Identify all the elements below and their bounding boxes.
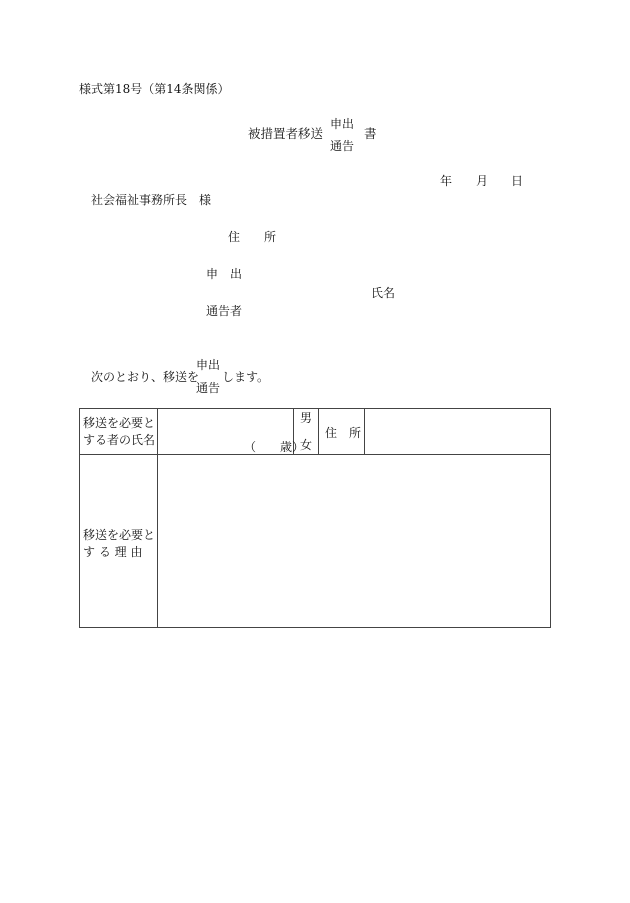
statement-prefix: 次のとおり、移送を bbox=[91, 370, 200, 384]
sex-male: 男 bbox=[300, 411, 313, 425]
date-year-label: 年 bbox=[440, 174, 453, 188]
address-header: 住 所 bbox=[325, 426, 362, 440]
name-label: 氏名 bbox=[371, 286, 396, 300]
address-label: 住 所 bbox=[228, 230, 277, 244]
date-month-label: 月 bbox=[476, 174, 489, 188]
address-input-cell[interactable] bbox=[365, 409, 550, 454]
applicant-role-request: 申 出 bbox=[206, 267, 243, 281]
title-option-request: 申出 bbox=[330, 117, 355, 131]
title-suffix: 書 bbox=[364, 126, 377, 141]
statement-option-request: 申出 bbox=[196, 358, 221, 372]
statement-option-notice: 通告 bbox=[196, 381, 221, 395]
statement-suffix: します。 bbox=[222, 370, 270, 384]
name-header: 移送を必要と する者の氏名 bbox=[83, 416, 156, 448]
reason-header: 移送を必要と す る 理 由 bbox=[83, 528, 156, 560]
form-number: 様式第18号（第14条関係） bbox=[79, 82, 230, 96]
form-title: 被措置者移送 bbox=[248, 126, 324, 141]
date-day-label: 日 bbox=[511, 174, 524, 188]
sex-address-divider bbox=[318, 409, 319, 454]
reason-input-cell[interactable] bbox=[158, 455, 550, 627]
addressee: 社会福祉事務所長 様 bbox=[91, 193, 212, 207]
sex-female: 女 bbox=[300, 438, 313, 452]
title-option-notice: 通告 bbox=[330, 139, 355, 153]
age-label: （ 歳） bbox=[244, 440, 305, 454]
transfer-table bbox=[79, 408, 551, 628]
applicant-role-notifier: 通告者 bbox=[206, 304, 243, 318]
